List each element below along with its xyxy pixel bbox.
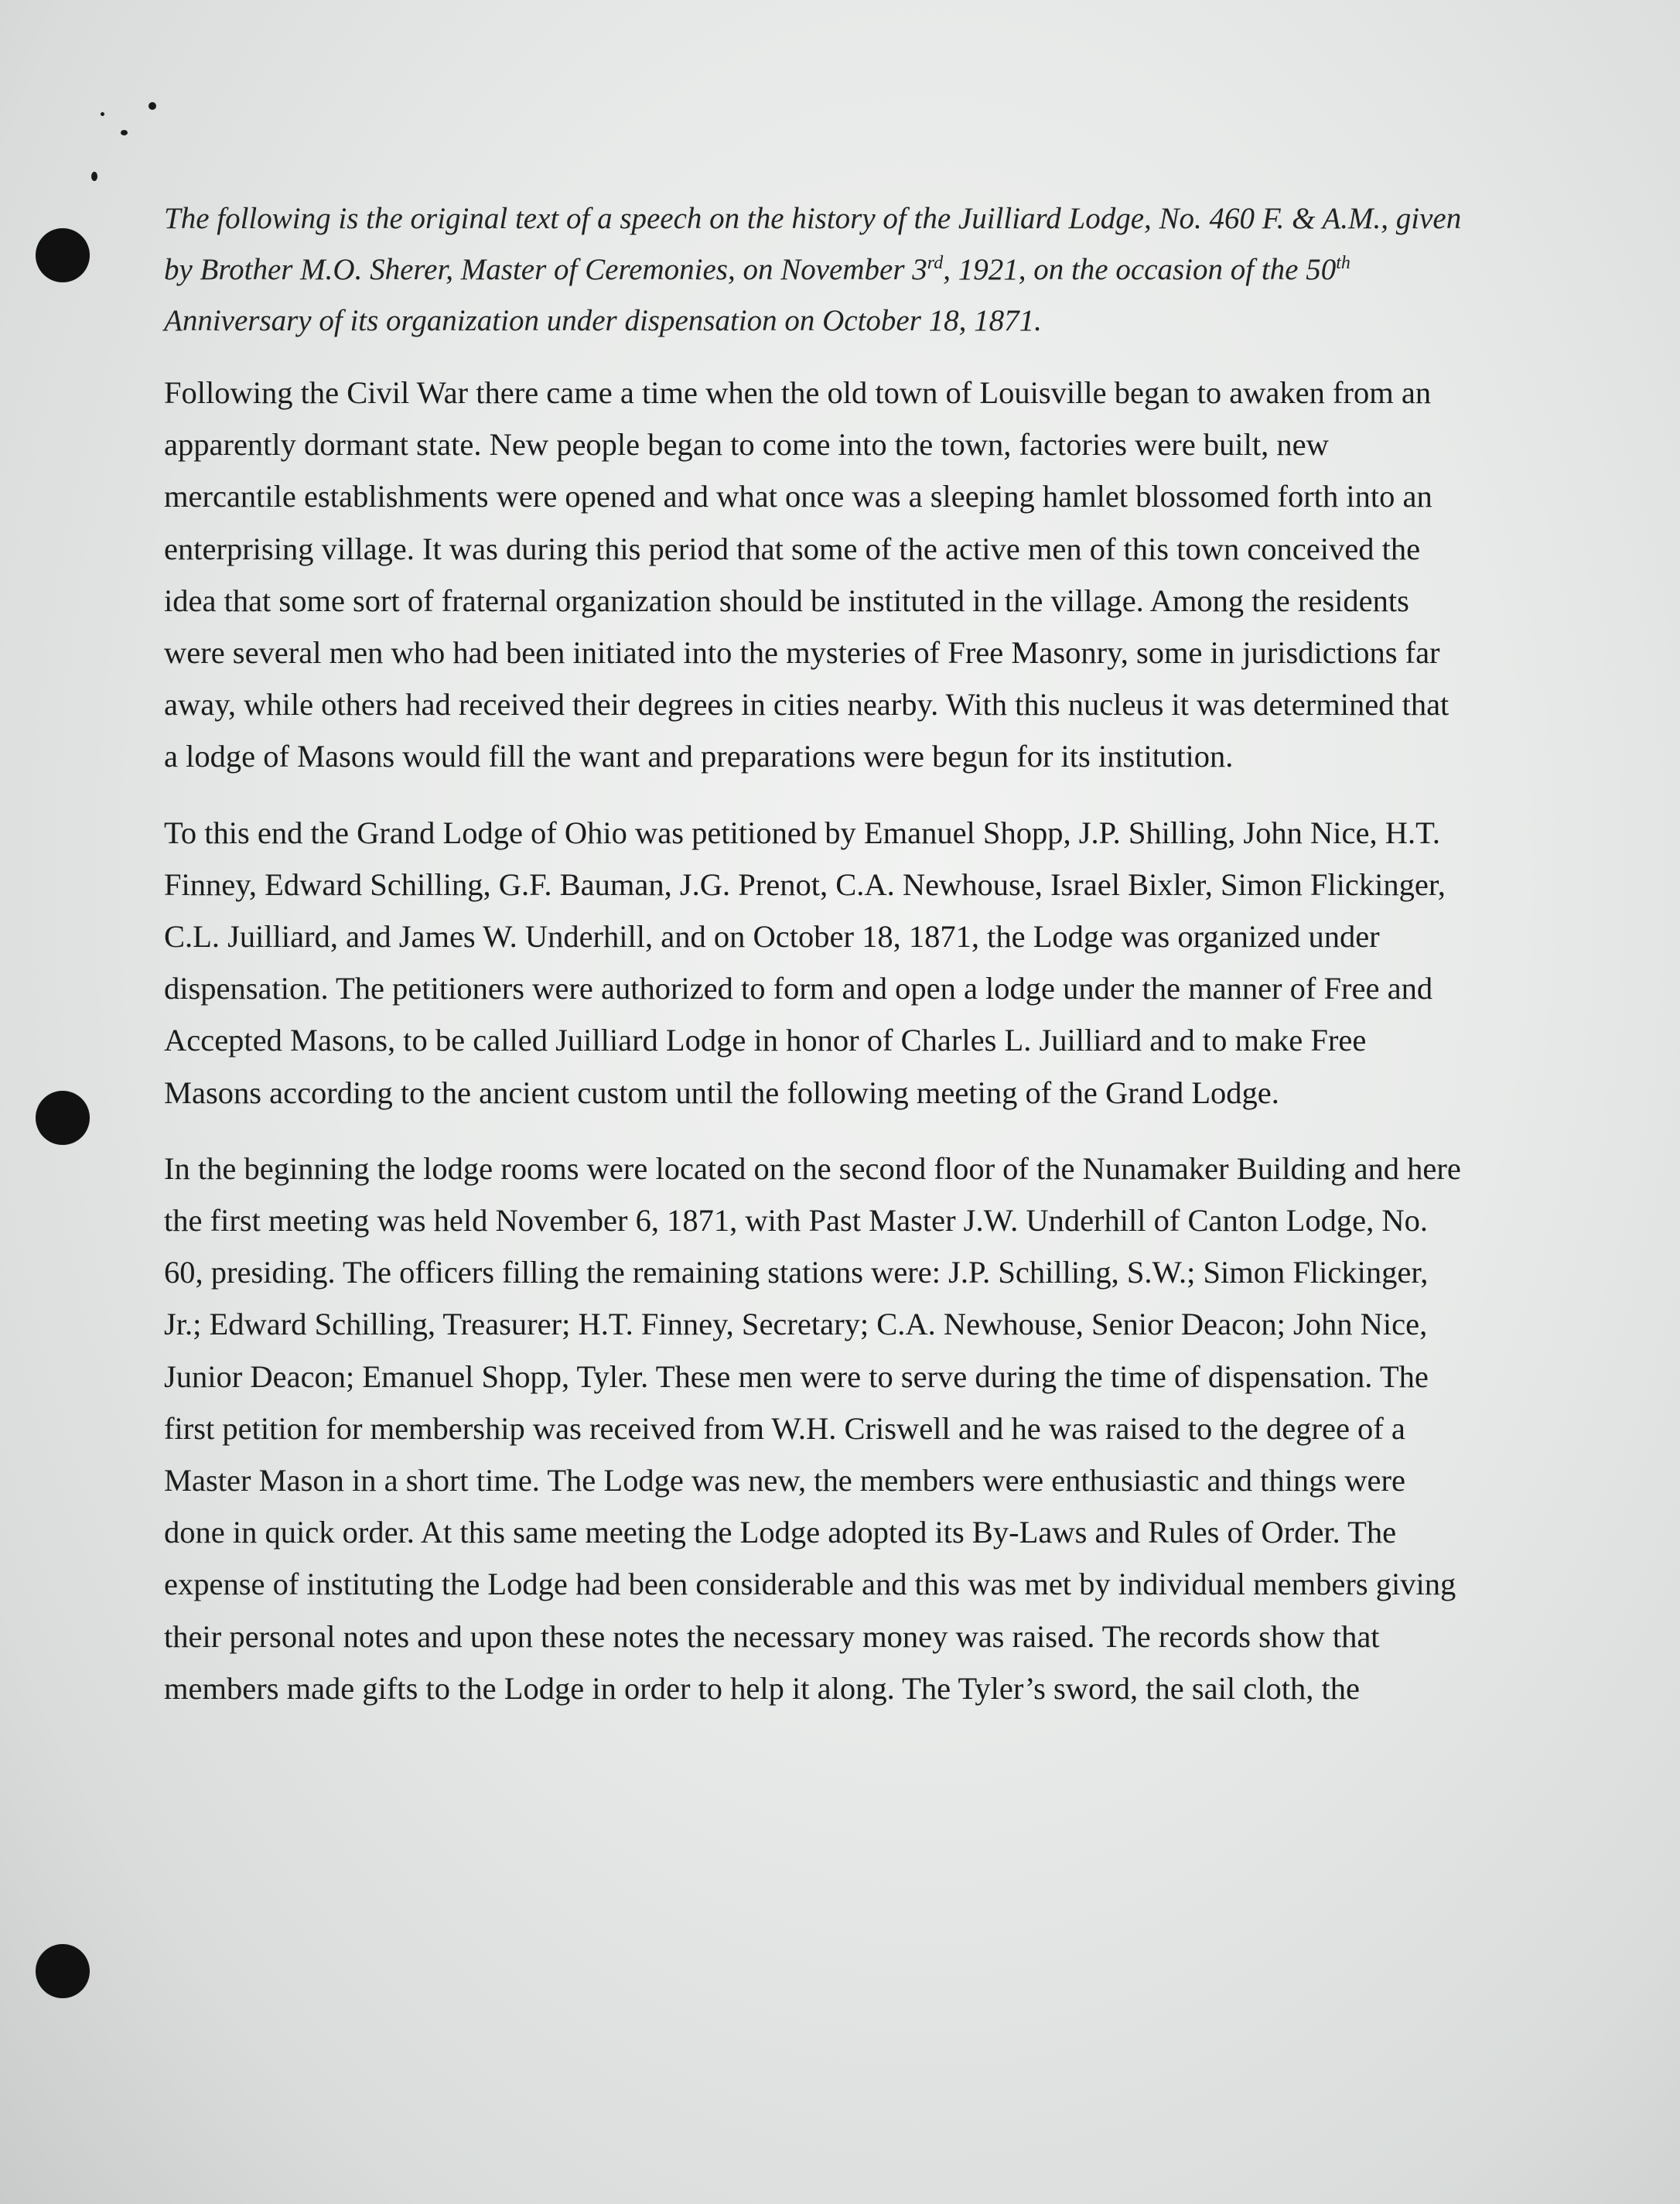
- paragraph-3: In the beginning the lodge rooms were located on the second floor of the Nunamaker Building and here the first meeting was held November 6, 1871, with Past Master J.W. Underhill of Canton Lodge, No. 60, presiding. The officers filling the remaining stations were: J.P. Schilling, S.W.; Simon Flickinger, Jr.; Edward Schilling, Treasurer; H.T. Finney, Secretary; C.A. Newhouse, Senior Deacon; John Nice, Junior Deacon; Emanuel Shopp, Tyler. These men were to serve during the time of dispensation. The first petition for membership was received from W.H. Criswell and he was raised to the degree of a Master Mason in a short time. The Lodge was new, the members were enthusiastic and things were done in quick order. At this same meeting the Lodge adopted its By-Laws and Rules of Order. The expense of instituting the Lodge had been considerable and this was met by individual members giving their personal notes and upon these notes the necessary money was raised. The records show that members made gifts to the Lodge in order to help it along. The Tyler’s sword, the sail cloth, the: [164, 1150, 1461, 1706]
- document-body: [164, 193, 1463, 1738]
- ink-speck: [91, 172, 97, 181]
- intro-superscript-1: rd: [927, 253, 944, 273]
- intro-note: [164, 193, 1463, 347]
- punch-hole-middle: [36, 1091, 90, 1145]
- paragraph-2: To this end the Grand Lodge of Ohio was petitioned by Emanuel Shopp, J.P. Shilling, John Nice, H.T. Finney, Edward Schilling, G.F. Bauman, J.G. Prenot, C.A. Newhouse, Israel Bixler, Simon Flickinger, C.L. Juilliard, and James W. Underhill, and on October 18, 1871, the Lodge was organized under dispensation. The petitioners were authorized to form and open a lodge under the manner of Free and Accepted Masons, to be called Juilliard Lodge in honor of Charles L. Juilliard and to make Free Masons according to the ancient custom until the following meeting of the Grand Lodge.: [164, 815, 1446, 1110]
- paragraph-1: Following the Civil War there came a time when the old town of Louisville began to awaken from an apparently dormant state. New people began to come into the town, factories were built, new mercantile establishments were opened and what once was a sleeping hamlet blossomed forth into an enterprising village. It was during this period that some of the active men of this town conceived the idea that some sort of fraternal organization should be instituted in the village. Among the residents were several men who had been initiated into the mysteries of Free Masonry, some in jurisdictions far away, while others had received their degrees in cities nearby. With this nucleus it was determined that a lodge of Masons would fill the want and preparations were begun for its institution.: [164, 375, 1450, 774]
- punch-hole-bottom: [36, 1944, 90, 1998]
- intro-superscript-2: th: [1336, 253, 1350, 273]
- intro-text-3: Anniversary of its organization under dispensation on October 18, 1871.: [164, 304, 1042, 337]
- ink-speck: [121, 130, 128, 135]
- punch-hole-top: [36, 228, 90, 282]
- ink-speck: [149, 102, 156, 110]
- intro-text-1: The following is the original text of a speech on the history of the Juilliard Lodge, No. 460 F. & A.M., given by Brother M.O. Sherer, Master of Ceremonies, on November 3: [164, 202, 1462, 286]
- ink-speck: [101, 112, 104, 116]
- intro-text-2: , 1921, on the occasion of the 50: [943, 253, 1337, 286]
